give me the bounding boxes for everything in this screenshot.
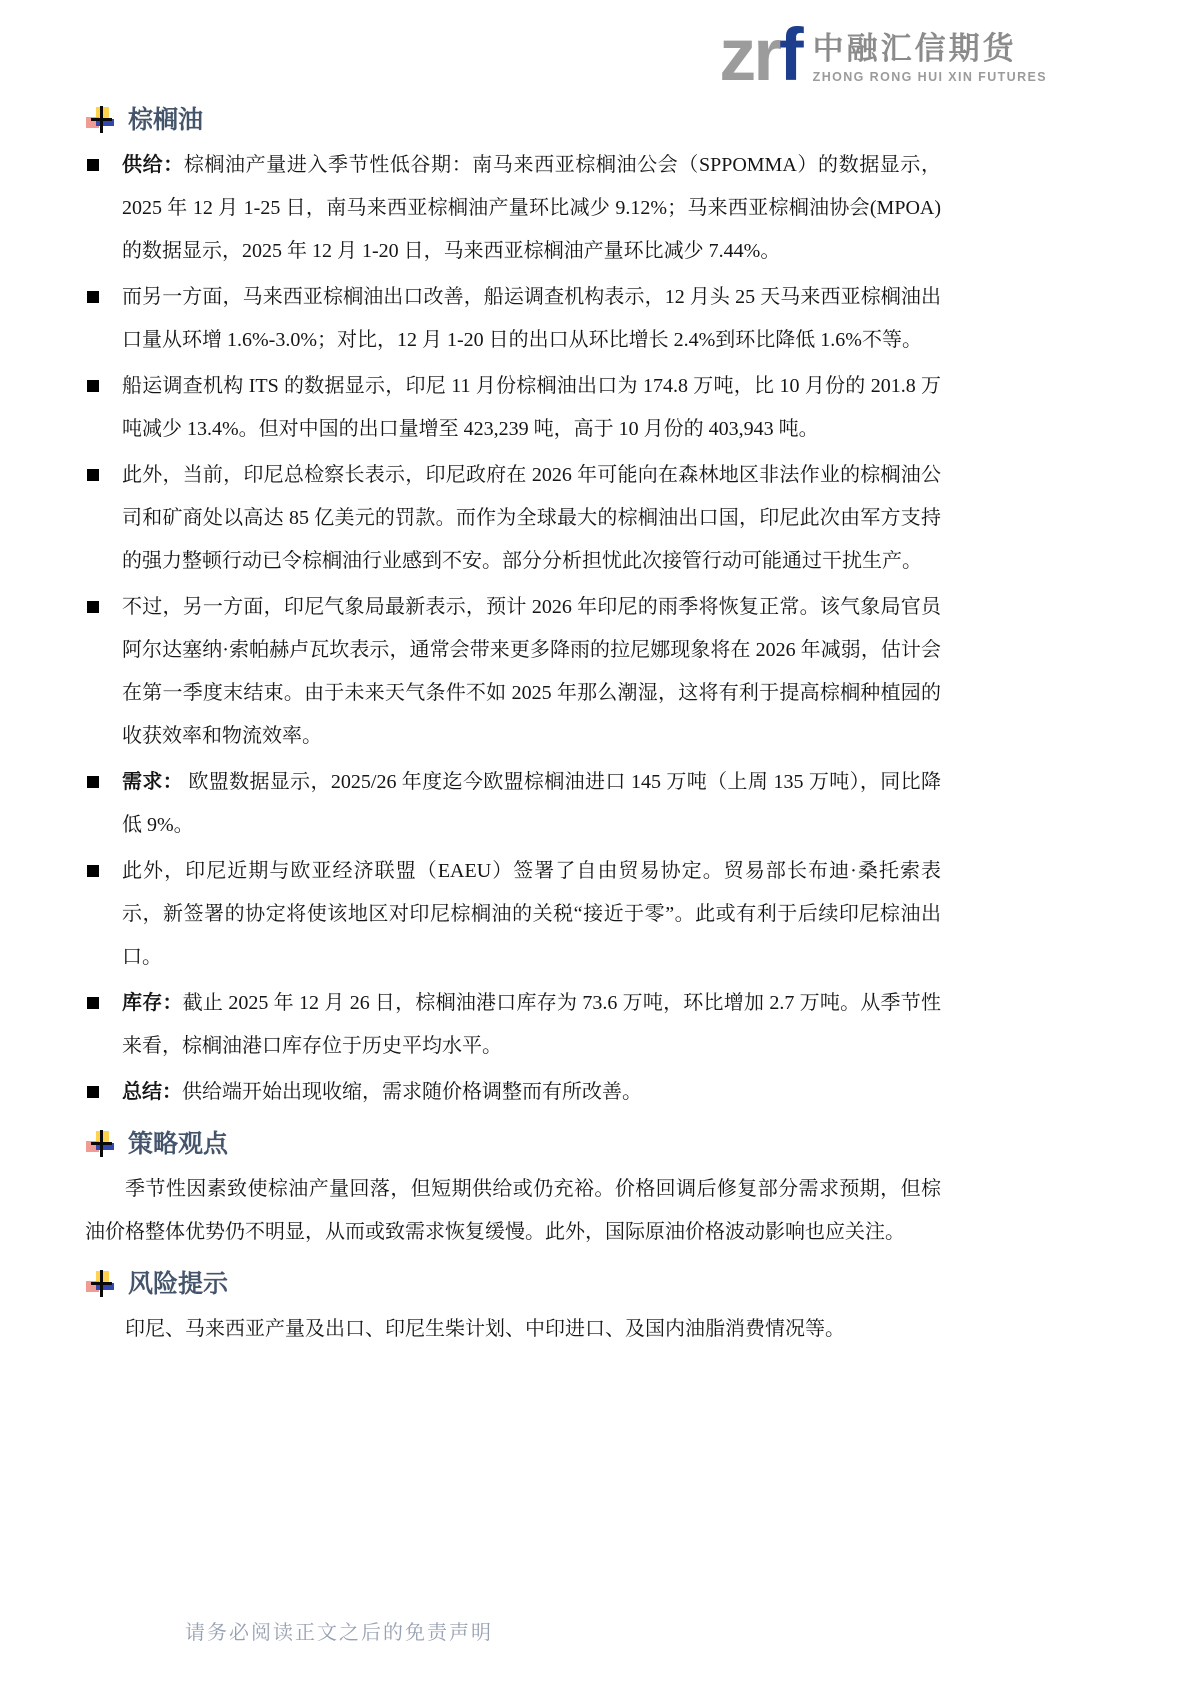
section-heading-palm-oil xyxy=(85,104,941,136)
bullet-square-icon xyxy=(87,380,99,392)
company-name-cn: 中融汇信期货 xyxy=(812,31,1017,66)
bullet-item-indonesia-fines xyxy=(85,454,941,583)
strategy-paragraph: 季节性因素致使棕油产量回落，但短期供给或仍充裕。价格回调后修复部分需求预期，但棕油价格整体优势仍不明显，从而或致需求恢复缓慢。此外，国际原油价格波动影响也应关注。 xyxy=(85,1178,941,1243)
bullet-text: 而另一方面，马来西亚棕榈油出口改善，船运调查机构表示，12 月头 25 天马来西亚棕榈油出口量从环增 1.6%-3.0%；对比，12 月 1-20 日的出口从环比增长 2.4%到环比降低 1.6%不等。 xyxy=(122,286,941,351)
section-title: 棕榈油 xyxy=(128,106,204,134)
bullet-item-inventory xyxy=(85,982,941,1068)
bullet-text: 棕榈油产量进入季节性低谷期：南马来西亚棕榈油公会（SPPOMMA）的数据显示，2025 年 12 月 1-25 日，南马来西亚棕榈油产量环比减少 9.12%；马来西亚棕榈油协会(MPOA)的数据显示，2025 年 12 月 1-20 日，马来西亚棕榈油产量环比减少 7.44%。 xyxy=(122,154,942,262)
bullet-text: 截止 2025 年 12 月 26 日，棕榈油港口库存为 73.6 万吨，环比增加 2.7 万吨。从季节性来看，棕榈油港口库存位于历史平均水平。 xyxy=(122,992,942,1057)
risk-paragraph: 印尼、马来西亚产量及出口、印尼生柴计划、中印进口、及国内油脂消费情况等。 xyxy=(125,1318,845,1340)
bullet-text: 欧盟数据显示，2025/26 年度迄今欧盟棕榈油进口 145 万吨（上周 135 万吨），同比降低 9%。 xyxy=(122,771,941,836)
bullet-square-icon xyxy=(87,865,99,877)
bullet-text: 供给端开始出现收缩，需求随价格调整而有所改善。 xyxy=(182,1081,642,1103)
bullet-label: 总结： xyxy=(122,1081,182,1103)
logo-f-letter: f xyxy=(779,13,801,96)
bullet-text: 此外，印尼近期与欧亚经济联盟（EAEU）签署了自由贸易协定。贸易部长布迪·桑托索表示，新签署的协定将使该地区对印尼棕榈油的关税“接近于零”。此或有利于后续印尼棕油出口。 xyxy=(122,860,941,968)
bullet-square-icon xyxy=(87,1086,99,1098)
palm-oil-bullet-list xyxy=(85,144,941,1114)
bullet-square-icon xyxy=(87,159,99,171)
bullet-item-weather-outlook xyxy=(85,586,941,758)
section-heading-risk xyxy=(85,1268,941,1300)
logo-names xyxy=(813,33,1047,84)
section-anchor-icon xyxy=(85,106,115,134)
section-heading-strategy xyxy=(85,1128,941,1160)
bullet-item-supply xyxy=(85,144,941,273)
bullet-text: 船运调查机构 ITS 的数据显示，印尼 11 月份棕榈油出口为 174.8 万吨，比 10 月份的 201.8 万吨减少 13.4%。但对中国的出口量增至 423,239 吨，高于 10 月份的 403,943 吨。 xyxy=(122,375,941,440)
bullet-label: 库存： xyxy=(122,992,183,1014)
footer-disclaimer: 请务必阅读正文之后的免责声明 xyxy=(185,1622,493,1644)
bullet-label: 需求： xyxy=(122,771,184,793)
section-title: 风险提示 xyxy=(128,1270,229,1298)
section-anchor-icon xyxy=(85,1270,115,1298)
logo-zr-letters: zr xyxy=(719,13,780,96)
section-title: 策略观点 xyxy=(128,1130,229,1158)
report-body xyxy=(85,104,941,1351)
bullet-item-its-indonesia-exports xyxy=(85,365,941,451)
bullet-square-icon xyxy=(87,291,99,303)
bullet-item-summary xyxy=(85,1071,941,1114)
bullet-label: 供给： xyxy=(122,154,184,176)
logo-zrf-mark xyxy=(719,13,801,96)
bullet-item-demand xyxy=(85,761,941,847)
section-anchor-icon xyxy=(85,1130,115,1158)
bullet-square-icon xyxy=(87,469,99,481)
bullet-item-exports-malaysia xyxy=(85,276,941,362)
bullet-item-eaeu-agreement xyxy=(85,850,941,979)
company-name-en: ZHONG RONG HUI XIN FUTURES xyxy=(812,70,1047,84)
bullet-square-icon xyxy=(87,997,99,1009)
company-logo xyxy=(719,13,1047,96)
bullet-square-icon xyxy=(87,776,99,788)
bullet-text: 此外，当前，印尼总检察长表示，印尼政府在 2026 年可能向在森林地区非法作业的棕榈油公司和矿商处以高达 85 亿美元的罚款。而作为全球最大的棕榈油出口国，印尼此次由军方支持的强力整顿行动已令棕榈油行业感到不安。部分分析担忧此次接管行动可能通过干扰生产。 xyxy=(122,464,941,572)
bullet-text: 不过，另一方面，印尼气象局最新表示，预计 2026 年印尼的雨季将恢复正常。该气象局官员阿尔达塞纳·索帕赫卢瓦坎表示，通常会带来更多降雨的拉尼娜现象将在 2026 年减弱，估计会在第一季度末结束。由于未来天气条件不如 2025 年那么潮湿，这将有利于提高棕榈种植园的收获效率和物流效率。 xyxy=(122,596,941,747)
bullet-square-icon xyxy=(87,601,99,613)
